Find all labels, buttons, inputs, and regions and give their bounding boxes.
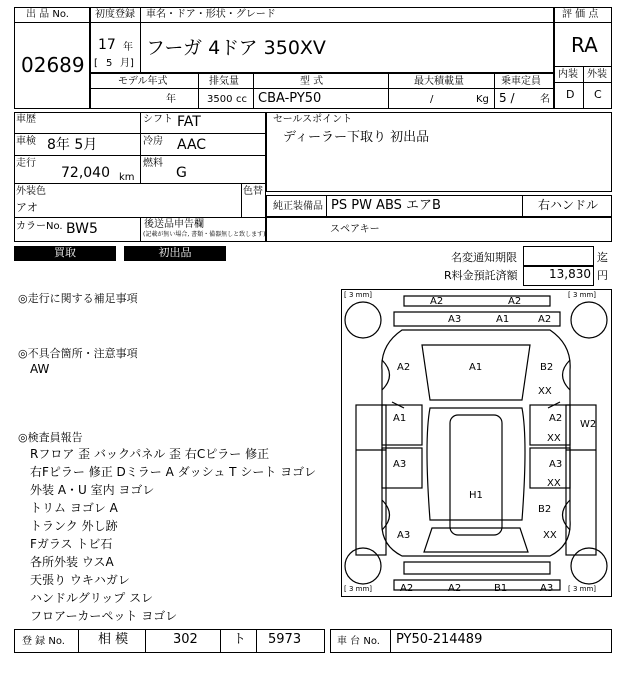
shift-label: シフト [143,114,173,125]
recycle-value: 13,830 [549,267,591,281]
divider [326,195,327,217]
trunk [424,528,528,552]
sales-value: ディーラー下取り 初出品 [283,130,430,145]
cabin [427,408,525,520]
divider [145,629,146,653]
capacity-label: 乗車定員 [501,76,541,87]
chassis-number: PY50-214489 [396,632,483,647]
buy-button[interactable]: 買取 [14,246,116,261]
car-diagram [341,289,612,597]
year-unit: 年 [123,42,133,53]
registration-region: 相 模 [98,632,129,647]
front-grille [394,312,560,326]
damage-code: A3 [540,583,554,594]
mileage-label: 走行 [16,158,36,169]
score-label: 評 価 点 [562,9,599,20]
inspector-report-line: 各所外装 ウスA [30,555,114,569]
tire-rear-left [345,548,381,584]
month-open: [ [94,58,98,69]
damage-code: H1 [469,490,483,501]
exterior-score: C [594,88,602,101]
divider [220,629,221,653]
car-name-label: 車名・ドア・形状・グレード [146,9,276,20]
capacity-unit: 名 [540,94,550,105]
damage-code: A2 [549,413,563,424]
front-bumper [404,296,550,306]
ac-label: 冷房 [143,136,163,147]
equip-value: PS PW ABS エアB [331,198,441,213]
lot-label: 出 品 No. [26,9,69,20]
divider [78,629,79,653]
damage-code: A3 [393,459,407,470]
divider [241,183,242,217]
inspector-report-line: フロアーカーペット ヨゴレ [30,609,178,623]
divider [494,73,495,109]
defects-value: AW [30,362,50,376]
damage-code: A1 [496,314,510,325]
tire-depth-fr: [ 3 mm] [568,291,597,299]
divider [256,629,257,653]
damage-code: A2 [508,296,522,307]
registration-kana: ト [233,632,247,647]
damage-code: A1 [393,413,407,424]
defects-title: ◎不具合箇所・注意事項 [18,347,138,360]
recycle-label: R料金預託済額 [444,269,518,282]
notice-unit: 迄 [597,251,608,264]
score-value: RA [571,33,598,57]
tire-depth-fl: [ 3 mm] [344,291,373,299]
inspector-report-line: ハンドルグリップ スレ [30,591,154,605]
divider [388,73,389,109]
damage-code: A2 [400,583,414,594]
equip-label: 純正装備品 [273,201,323,212]
inspector-report-line: Fガラス トビ石 [30,537,113,551]
steering-value: 右ハンドル [538,198,599,212]
damage-code: XX [547,433,561,444]
damage-code: W2 [580,419,597,430]
divider [198,73,199,109]
divider [390,629,391,653]
declaration-value: スペアキー [330,224,380,235]
damage-code: XX [538,386,552,397]
damage-code: A2 [448,583,462,594]
displacement-unit: cc [236,94,247,105]
tire-depth-rl: [ 3 mm] [344,585,373,593]
type-label: 型 式 [300,76,324,87]
recycle-unit: 円 [597,269,608,282]
tire-depth-rr: [ 3 mm] [568,585,597,593]
divider [253,73,254,109]
registration-label: 登 録 No. [22,636,65,647]
chassis-label: 車 台 No. [337,636,380,647]
tire-front-left [345,302,381,338]
divider [140,112,141,183]
divider [554,22,612,23]
divider [14,183,266,184]
car-name: フーガ 4ドア 350XV [146,37,326,59]
displacement-value: 3500 [207,94,233,105]
registration-class: 302 [173,632,198,647]
inspector-report [30,445,330,625]
displacement-label: 排気量 [209,76,239,87]
color-no-label: カラーNo. [16,221,63,232]
divider [90,22,554,23]
rear-panel [404,562,550,574]
declaration-label: 後送品申告欄 [144,219,204,230]
type-value: CBA-PY50 [258,91,322,106]
notice-field [523,246,594,266]
load-unit: Kg [476,94,489,105]
inspector-report-line: トリム ヨゴレ A [30,501,118,515]
fuel-label: 燃料 [143,158,163,169]
lot-number: 02689 [21,53,85,77]
mileage-value: 72,040 [61,165,110,181]
damage-code: A1 [469,362,483,373]
mileage-unit: km [119,172,135,183]
declaration-box [266,217,612,242]
shift-value: FAT [177,114,201,130]
divider [522,195,523,217]
color-label: 外装色 [16,186,46,197]
model-year-unit: 年 [166,94,176,105]
damage-code: A2 [397,362,411,373]
sales-label: セールスポイント [273,114,353,125]
ac-value: AAC [177,137,207,153]
driving-title: ◎走行に関する補足事項 [18,292,138,305]
inspection-value: 8年 5月 [47,137,98,153]
damage-code: A2 [430,296,444,307]
inspector-report-line: 天張り ウキハガレ [30,573,130,587]
first-listing-button[interactable]: 初出品 [124,246,226,261]
damage-code: XX [547,478,561,489]
inspector-title: ◎検査員報告 [18,431,83,444]
inspector-report-line: 外装 A・U 室内 ヨゴレ [30,483,155,497]
inspector-report-line: Rフロア 歪 バックパネル 歪 右Cピラー 修正 [30,447,270,461]
damage-code: A3 [397,530,411,541]
fuel-value: G [176,165,187,181]
damage-code: A3 [549,459,563,470]
interior-label: 内装 [558,69,578,80]
divider [583,66,584,109]
capacity-value: 5 / [499,91,515,105]
divider [140,7,141,73]
inspector-report-line: 右Fピラー 修正 Dミラー A ダッシュ T シート ヨゴレ [30,465,317,479]
declaration-note: (記載が無い場合, 書類・備器無しと致します) [143,231,266,238]
interior-score: D [566,88,575,101]
first-reg-label: 初度登録 [95,9,135,20]
notice-label: 名変通知期限 [451,251,517,264]
month-unit: 月] [120,58,134,69]
rear-bumper [394,580,560,590]
history-label: 車歴 [16,114,36,125]
damage-code: B2 [538,504,552,515]
load-label: 最大積載量 [414,76,464,87]
registration-number: 5973 [268,632,302,647]
roof [450,415,502,535]
damage-code: XX [543,530,557,541]
damage-code: A2 [538,314,552,325]
damage-code: B2 [540,362,554,373]
color-value: アオ [16,201,38,214]
divider [140,217,141,242]
damage-code: B1 [494,583,508,594]
first-reg-month: 5 [106,58,113,69]
divider [90,88,554,89]
inspector-report-line: トランク 外し跡 [30,519,118,533]
exterior-label: 外装 [587,69,607,80]
inspection-label: 車検 [16,136,36,147]
tire-front-right [571,302,607,338]
damage-code: A3 [448,314,462,325]
first-reg-year: 17 [98,37,116,53]
load-slash: / [430,94,434,105]
color-no-value: BW5 [66,221,98,237]
divider [14,22,90,23]
repaint-label: 色替 [243,186,263,197]
car-outline [342,290,611,596]
model-year-label: モデル年式 [118,76,168,87]
tire-rear-right [571,548,607,584]
